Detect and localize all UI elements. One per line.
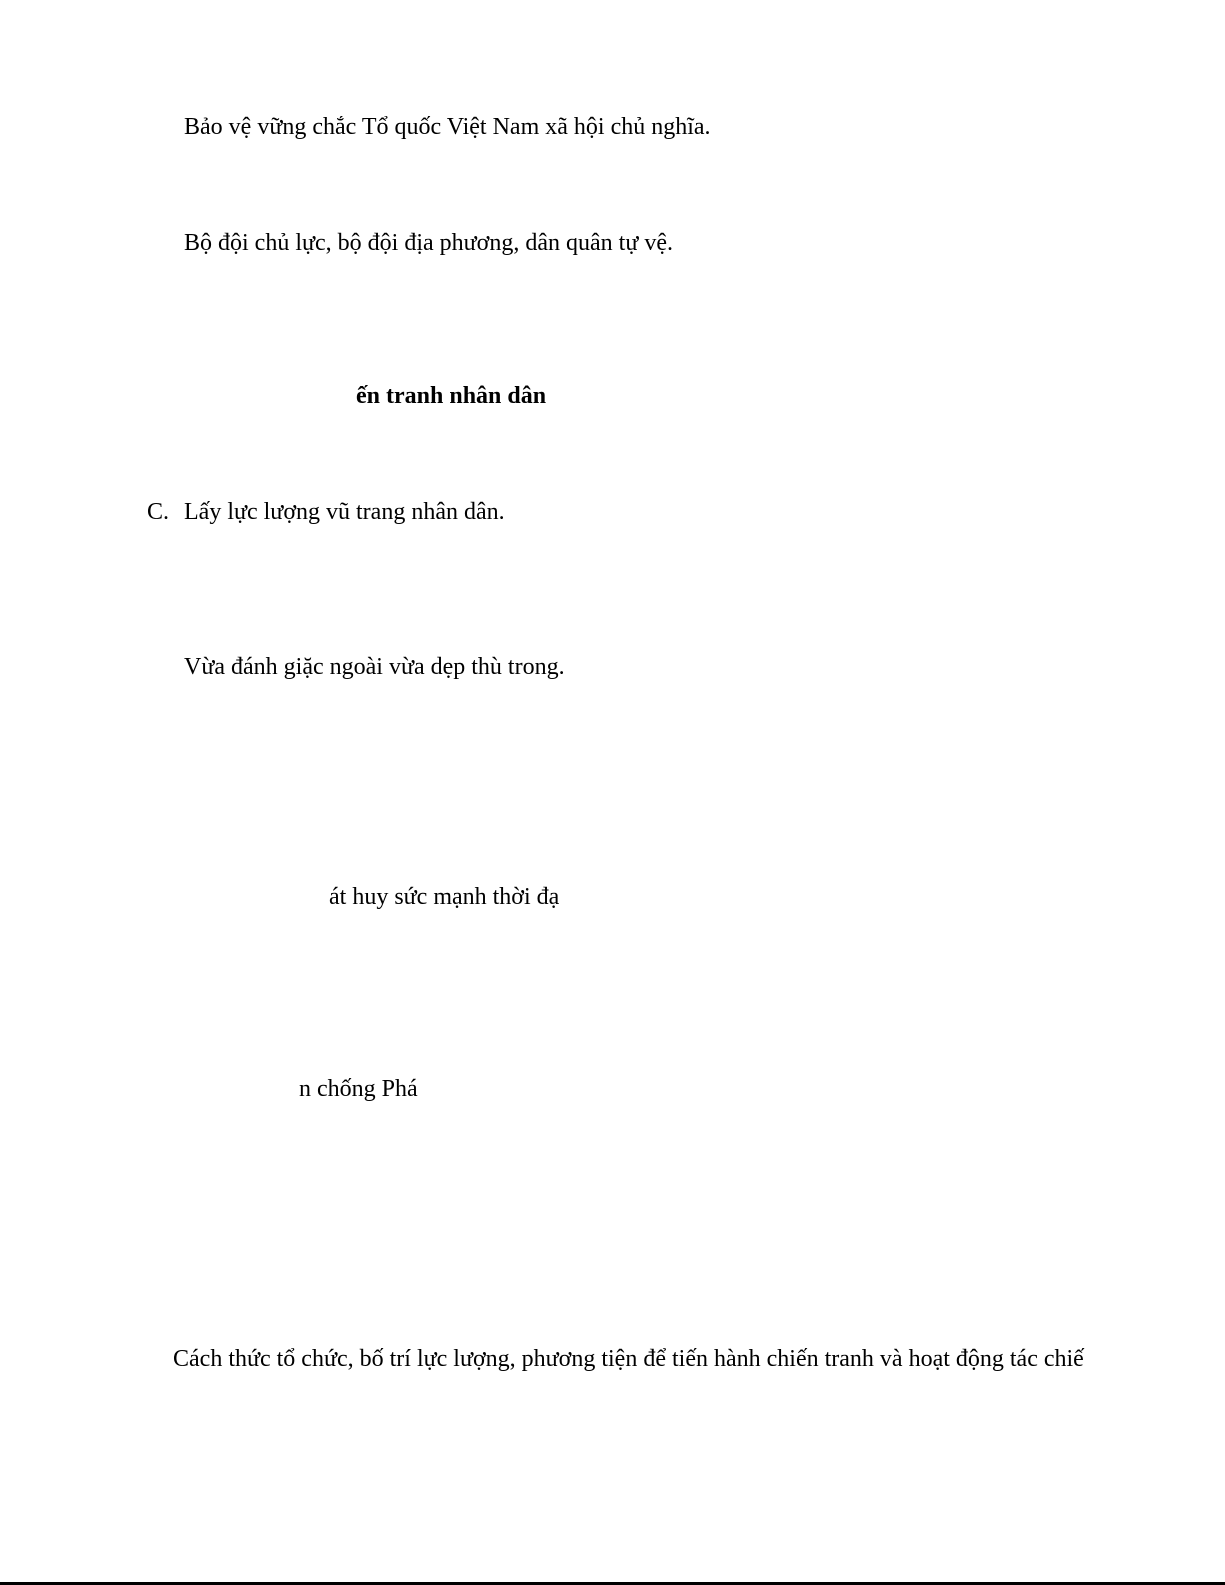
text-line-bao-ve: Bảo vệ vững chắc Tổ quốc Việt Nam xã hội chủ nghĩa. bbox=[184, 114, 711, 140]
text-line-phat-huy: át huy sức mạnh thời đạ bbox=[329, 884, 560, 910]
option-c-text: Lấy lực lượng vũ trang nhân dân. bbox=[184, 499, 505, 525]
text-line-chong-phap: n chống Phá bbox=[299, 1076, 418, 1102]
heading-chien-tranh-nhan-dan: ến tranh nhân dân bbox=[356, 383, 547, 409]
text-line-vua-danh-giac: Vừa đánh giặc ngoài vừa dẹp thù trong. bbox=[184, 654, 565, 680]
text-line-bo-doi: Bộ đội chủ lực, bộ đội địa phương, dân quân tự vệ. bbox=[184, 230, 673, 256]
option-letter-c: C. bbox=[147, 499, 170, 525]
paragraph-cach-thuc: Cách thức tổ chức, bố trí lực lượng, phương tiện để tiến hành chiến tranh và hoạt động tác chiế bbox=[173, 1346, 1084, 1372]
